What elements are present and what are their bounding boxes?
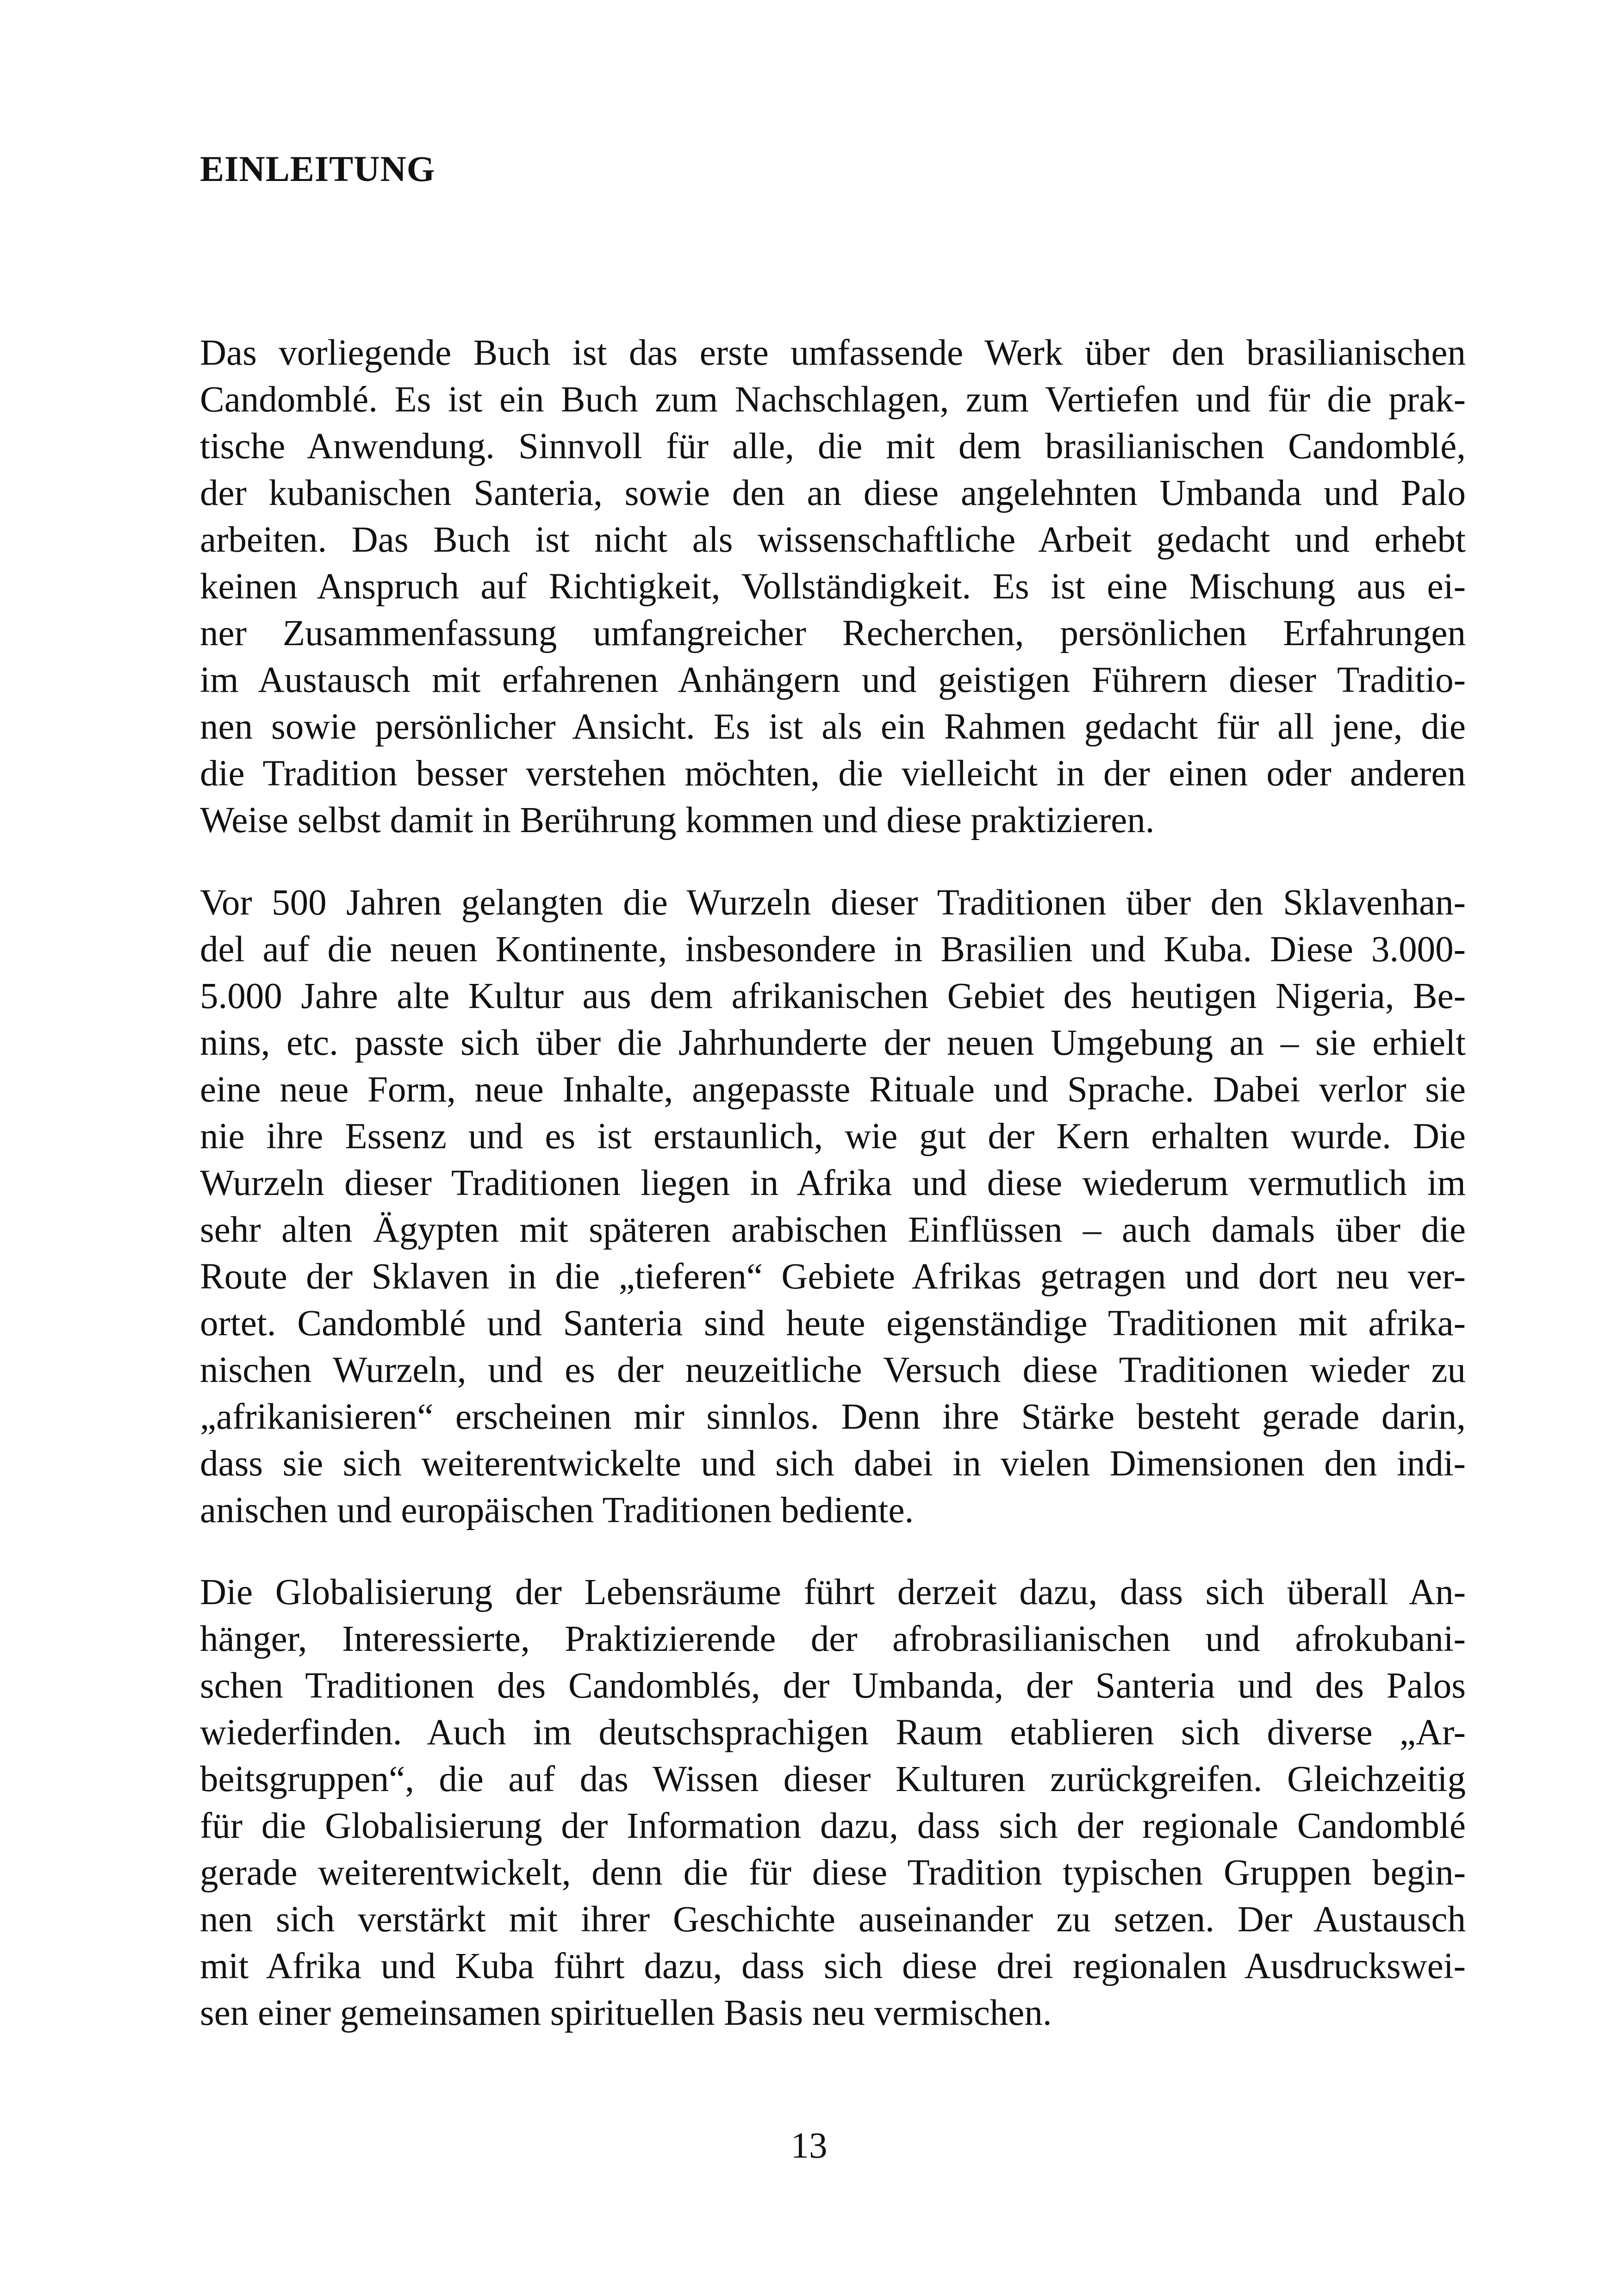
text-line: Route der Sklaven in die „tieferen“ Gebiete Afrikas getragen und dort neu ver-: [200, 1257, 1466, 1297]
text-line: Die Globalisierung der Lebensräume führt derzeit dazu, dass sich überall An-: [200, 1572, 1466, 1612]
text-line: tische Anwendung. Sinnvoll für alle, die mit dem brasilianischen Candomblé,: [200, 426, 1466, 467]
page-number: 13: [790, 2126, 828, 2166]
text-line: sen einer gemeinsamen spirituellen Basis neu vermischen.: [200, 1993, 1052, 2033]
text-line: ner Zusammenfassung umfangreicher Recherchen, persönlichen Erfahrungen: [200, 613, 1466, 653]
text-line: anischen und europäischen Traditionen bediente.: [200, 1490, 914, 1531]
text-line: ortet. Candomblé und Santeria sind heute eigenständige Traditionen mit afrika-: [200, 1303, 1466, 1344]
text-line: nen sich verstärkt mit ihrer Geschichte auseinander zu setzen. Der Austausch: [200, 1899, 1466, 1940]
chapter-heading: EINLEITUNG: [200, 149, 436, 189]
text-line: nischen Wurzeln, und es der neuzeitliche Versuch diese Traditionen wieder zu: [200, 1350, 1466, 1390]
text-line: sehr alten Ägypten mit späteren arabischen Einflüssen – auch damals über die: [200, 1210, 1466, 1250]
text-line: für die Globalisierung der Information dazu, dass sich der regionale Candomblé: [200, 1806, 1466, 1846]
paragraph-2: [200, 879, 1466, 1534]
text-line: schen Traditionen des Candomblés, der Umbanda, der Santeria und des Palos: [200, 1666, 1466, 1706]
text-line: dass sie sich weiterentwickelte und sich dabei in vielen Dimensionen den indi-: [200, 1444, 1466, 1484]
text-line: nen sowie persönlicher Ansicht. Es ist als ein Rahmen gedacht für all jene, die: [200, 707, 1466, 747]
text-line: Vor 500 Jahren gelangten die Wurzeln dieser Traditionen über den Sklavenhan-: [200, 883, 1466, 923]
text-line: eine neue Form, neue Inhalte, angepasste Rituale und Sprache. Dabei verlor sie: [200, 1070, 1466, 1110]
text-line: wiederfinden. Auch im deutschsprachigen Raum etablieren sich diverse „Ar-: [200, 1712, 1466, 1753]
text-line: mit Afrika und Kuba führt dazu, dass sich diese drei regionalen Ausdruckswei-: [200, 1946, 1466, 1986]
text-line: im Austausch mit erfahrenen Anhängern und geistigen Führern dieser Traditio-: [200, 660, 1466, 700]
text-line: nins, etc. passte sich über die Jahrhunderte der neuen Umgebung an – sie erhielt: [200, 1023, 1466, 1063]
text-line: die Tradition besser verstehen möchten, die vielleicht in der einen oder anderen: [200, 753, 1466, 794]
text-line: del auf die neuen Kontinente, insbesondere in Brasilien und Kuba. Diese 3.000-: [200, 929, 1466, 970]
text-line: keinen Anspruch auf Richtigkeit, Vollständigkeit. Es ist eine Mischung aus ei-: [200, 566, 1466, 607]
text-line: gerade weiterentwickelt, denn die für diese Tradition typischen Gruppen begin-: [200, 1853, 1466, 1893]
text-line: Wurzeln dieser Traditionen liegen in Afrika und diese wiederum vermutlich im: [200, 1163, 1466, 1203]
text-line: der kubanischen Santeria, sowie den an diese angelehnten Umbanda und Palo: [200, 473, 1466, 513]
text-line: nie ihre Essenz und es ist erstaunlich, wie gut der Kern erhalten wurde. Die: [200, 1116, 1466, 1157]
text-line: hänger, Interessierte, Praktizierende der afrobrasilianischen und afrokubani-: [200, 1619, 1466, 1659]
paragraph-3: [200, 1569, 1466, 2036]
text-line: 5.000 Jahre alte Kultur aus dem afrikanischen Gebiet des heutigen Nigeria, Be-: [200, 976, 1466, 1016]
text-line: „afrikanisieren“ erscheinen mir sinnlos. Denn ihre Stärke besteht gerade darin,: [200, 1397, 1466, 1437]
text-line: arbeiten. Das Buch ist nicht als wissenschaftliche Arbeit gedacht und erhebt: [200, 520, 1466, 560]
text-line: Das vorliegende Buch ist das erste umfassende Werk über den brasilianischen: [200, 333, 1466, 373]
text-line: beitsgruppen“, die auf das Wissen dieser Kulturen zurückgreifen. Gleichzeitig: [200, 1759, 1466, 1799]
paragraph-1: [200, 330, 1466, 844]
text-line: Candomblé. Es ist ein Buch zum Nachschlagen, zum Vertiefen und für die prak-: [200, 380, 1466, 420]
text-line: Weise selbst damit in Berührung kommen und diese praktizieren.: [200, 800, 1155, 840]
